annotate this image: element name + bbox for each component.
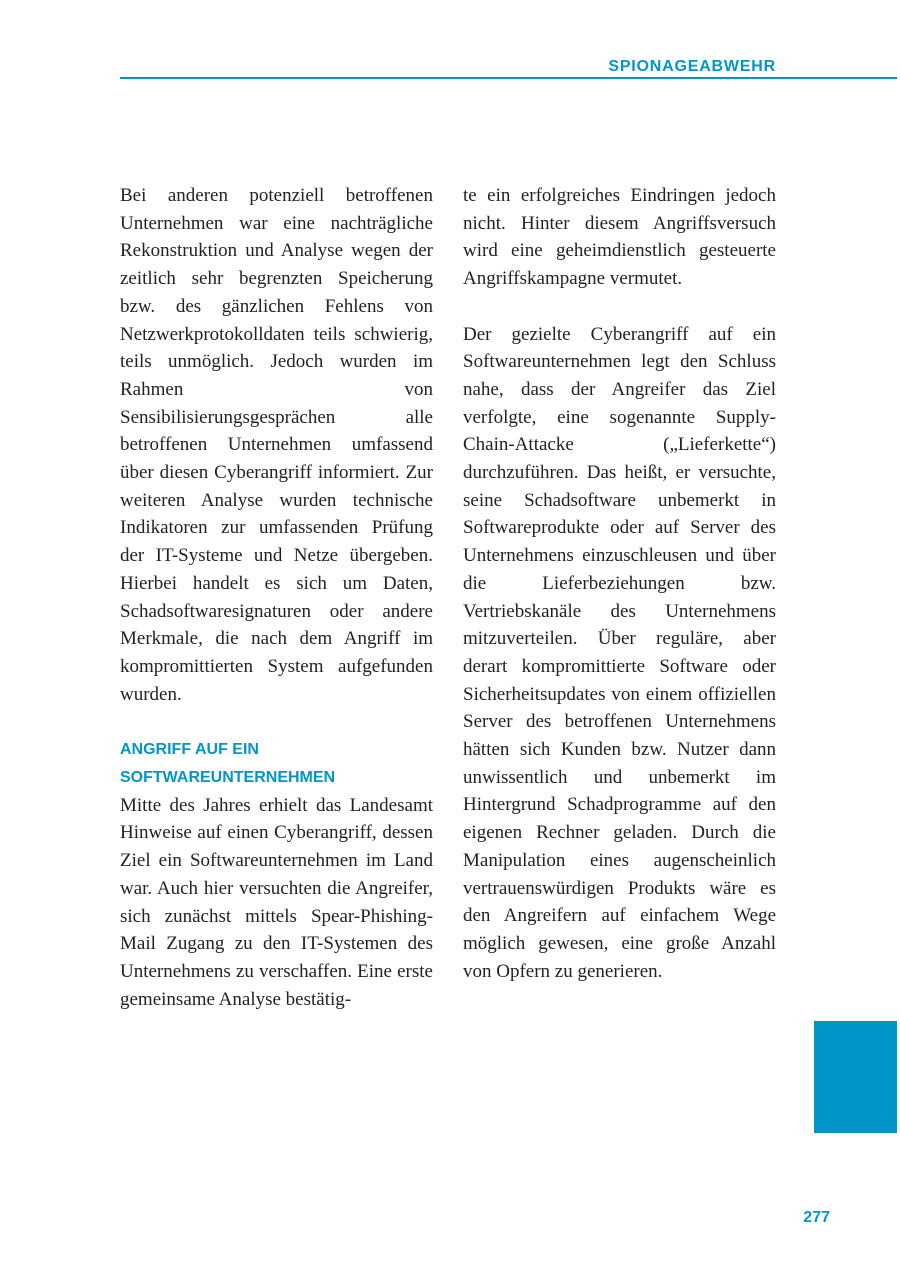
chapter-thumb-tab — [814, 1021, 897, 1133]
subheading-line-2: SOFTWAREUNTERNEHMEN — [120, 769, 336, 787]
page-number: 277 — [803, 1209, 830, 1226]
right-paragraph-2: Der gezielte Cyberangriff auf ein Softwareunternehmen legt den Schluss nahe, dass der Angreifer das Ziel verfolgte, eine sogenannte Supply-Chain-Attacke („Lieferkette“) durchzuführen. Das heißt, er versuchte, seine Schadsoftware unbemerkt in Softwareprodukte oder auf Server des Unternehmens einzuschleusen und über die Lieferbeziehungen bzw. Vertriebskanäle des Unternehmens mitzuverteilen. Über reguläre, aber derart kompromittierte Software oder Sicherheitsupdates von einem offiziellen Server des betroffenen Unternehmens hätten sich Kunden bzw. Nutzer dann unwissentlich und unbemerkt im Hintergrund Schadprogramme auf den eigenen Rechner geladen. Durch die Manipulation eines augenscheinlich vertrauenswürdigen Produkts wäre es den Angreifern auf einfachem Wege möglich gewesen, eine große Anzahl von Opfern zu generieren. — [463, 323, 776, 982]
subheading-line-1: ANGRIFF AUF EIN — [120, 741, 259, 759]
right-paragraph-1: te ein erfolgreiches Eindringen jedoch nicht. Hinter diesem Angriffsversuch wird eine geheimdienstlich gesteuerte Angriffskampagne vermutet. — [463, 185, 776, 290]
left-paragraph-2: Mitte des Jahres erhielt das Landesamt Hinweise auf einen Cyberangriff, dessen Ziel ein Softwareunternehmen im Land war. Auch hier versuchten die Angreifer, sich zunächst mittels Spear-Phishing-Mail Zugang zu den IT-Systemen des Unternehmens zu verschaffen. Eine erste gemeinsame Analyse bestätig- — [120, 794, 433, 1010]
left-column — [120, 182, 433, 1013]
section-subheading — [120, 736, 433, 791]
running-head-title: SPIONAGEABWEHR — [608, 58, 776, 75]
left-paragraph-1: Bei anderen potenziell betroffenen Unternehmen war eine nachträgliche Rekonstruktion und Analyse wegen der zeitlich sehr begrenzten Speicherung bzw. des gänzlichen Fehlens von Netzwerkprotokolldaten teils schwierig, teils unmöglich. Jedoch wurden im Rahmen von Sensibilisierungsgesprächen alle betroffenen Unternehmen umfassend über diesen Cyberangriff informiert. Zur weiteren Analyse wurden technische Indikatoren zur umfassenden Prüfung der IT-Systeme und Netze übergeben. Hierbei handelt es sich um Daten, Schadsoftwaresignaturen oder andere Merkmale, die nach dem Angriff im kompromittierten System aufgefunden wurden. — [120, 185, 433, 705]
right-column — [463, 182, 776, 985]
header-rule — [120, 77, 897, 79]
